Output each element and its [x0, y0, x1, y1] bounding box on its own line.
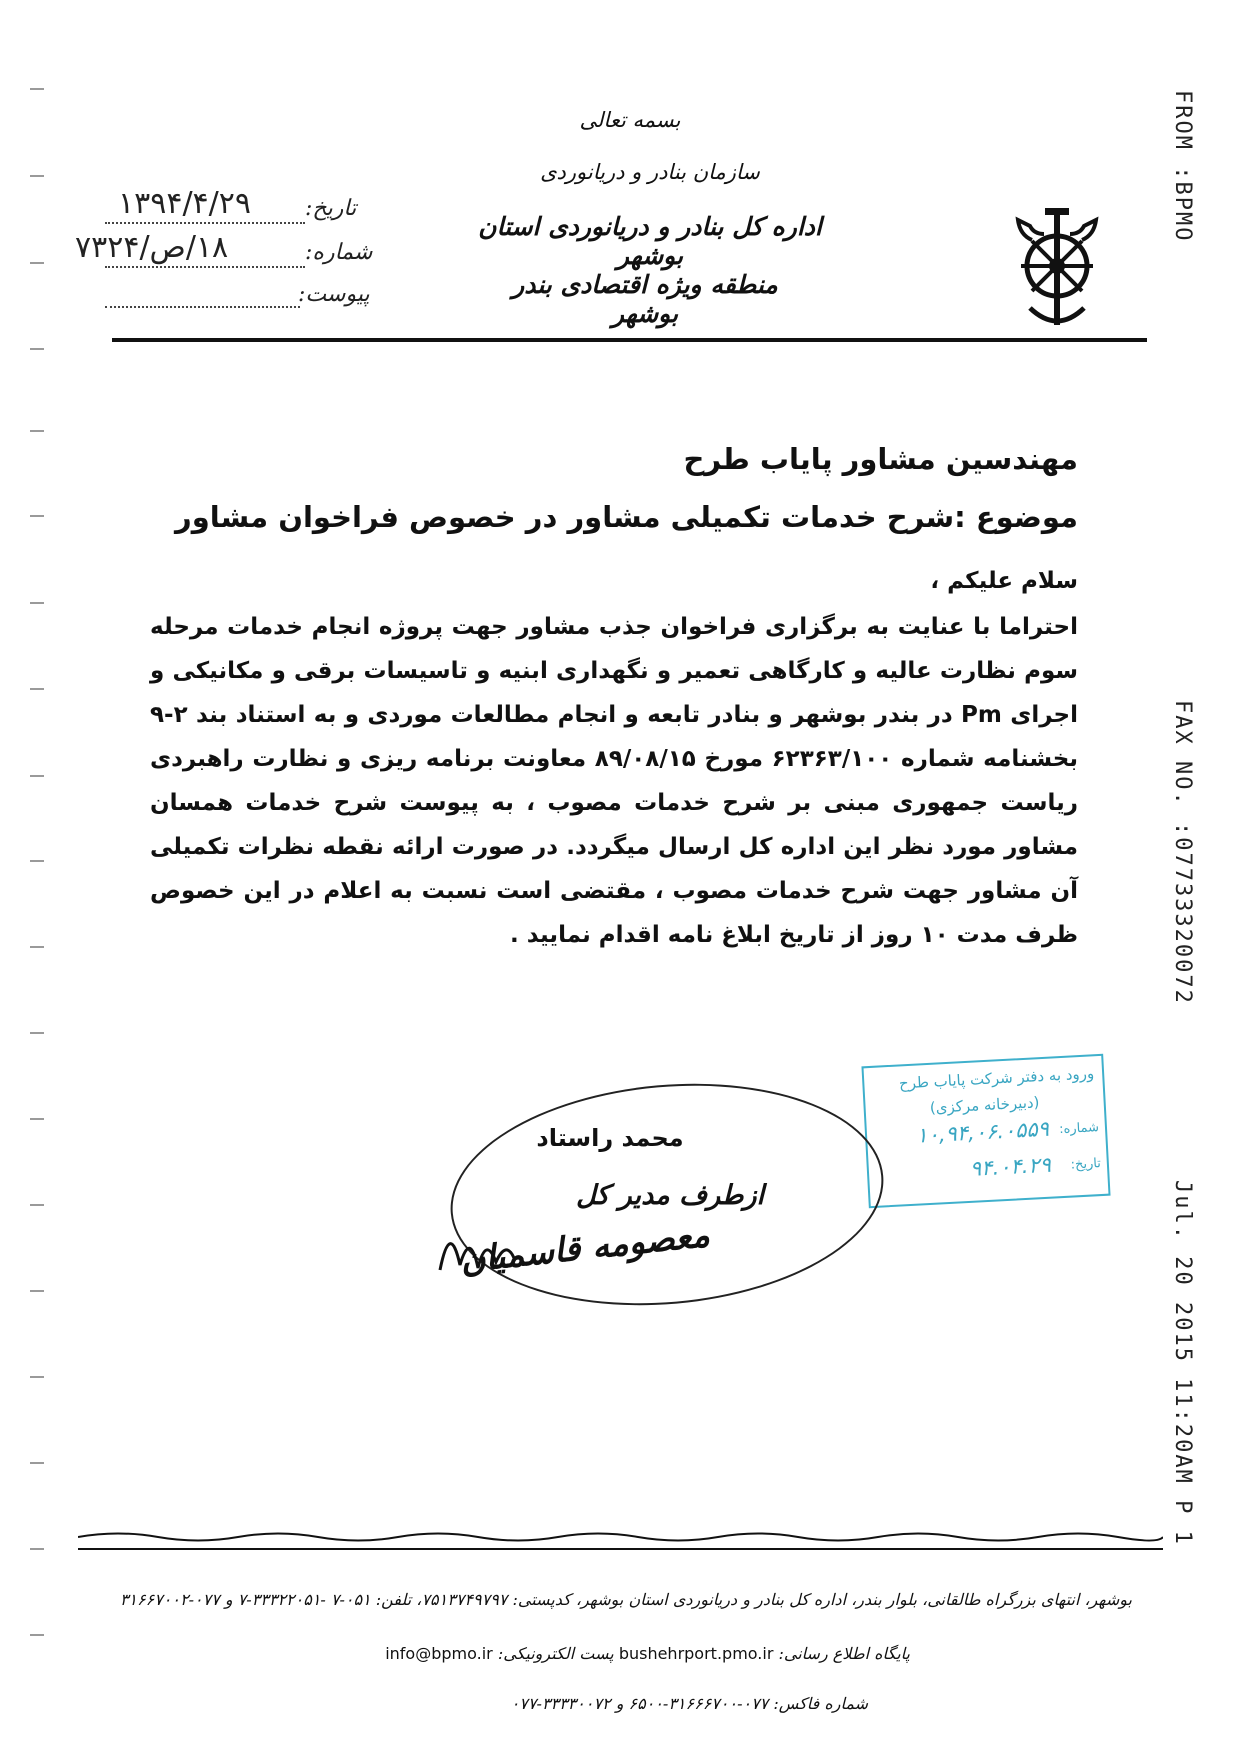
invocation: بسمه تعالی	[579, 108, 681, 132]
letter-body: احتراما با عنایت به برگزاری فراخوان جذب مشاور جهت پروژه انجام خدمات مرحله سوم نظارت عالیه و کارگاهی تعمیر و نگهداری ابنیه و تاسیسات برقی و مکانیکی و اجرای Pm در بندر بوشهر و بنادر تابعه و انجام مطالعات موردی و به استناد بند ۲-۹ بخشنامه شماره ۶۲۳۶۳/۱۰۰ مورخ ۸۹/۰۸/۱۵ معاونت برنامه ریزی و نظارت راهبردی ریاست جمهوری مبنی بر شرح خدمات مصوب ، به پیوست شرح خدمات همسان مشاور مورد نظر این اداره کل ارسال میگردد. در صورت ارائه نقطه نظرات تکمیلی آن مشاور جهت شرح خدمات مصوب ، مقتضی است نسبت به اعلام در این خصوص ظرف مدت ۱۰ روز از تاریخ ابلاغ نامه اقدام نمایید .	[150, 614, 1078, 948]
website-link[interactable]: bushehrport.pmo.ir	[618, 1644, 774, 1663]
footer-web-row	[385, 1644, 910, 1663]
number-label: شماره:	[305, 240, 373, 265]
date-value: ۱۳۹۴/۴/۲۹	[118, 186, 252, 221]
footer-address: بوشهر، انتهای بزرگراه طالقانی، بلوار بندر، اداره کل بنادر و دریانوردی استان بوشهر، کدپستی: ۷۵۱۳۷۴۹۷۹۷، تلفن: ۰۵۱-۷ -۳۳۳۲۲۰۵۱-۷ و ۰۷۷-۳۱۶۶۷۰۰۲	[119, 1590, 1132, 1609]
fax-edge-mark	[30, 262, 44, 264]
fax-edge-mark	[30, 1290, 44, 1292]
stamp-line-2: (دبیرخانه مرکزی)	[929, 1093, 1040, 1117]
fax-edge-mark	[30, 602, 44, 604]
email-label: پست الکترونیکی:	[497, 1644, 614, 1663]
footer-wave-rule	[78, 1530, 1163, 1544]
fax-edge-mark	[30, 1376, 44, 1378]
fax-edge-mark	[30, 1548, 44, 1550]
signature-scribble	[430, 1210, 520, 1290]
header-rule	[112, 338, 1147, 342]
org-line-2: اداره کل بنادر و دریانوردی استان بوشهر	[478, 212, 822, 270]
org-line-1: سازمان بنادر و دریانوردی	[540, 160, 760, 184]
handwritten-signature: معصومه قاسمیان	[458, 1215, 712, 1281]
fax-edge-mark	[30, 946, 44, 948]
website-label: پایگاه اطلاع رسانی:	[778, 1644, 910, 1663]
signatory-role: ازطرف مدیر کل	[575, 1180, 765, 1211]
fax-edge-mark	[30, 175, 44, 177]
stamp-line-1: ورود به دفتر شرکت پایاب طرح	[898, 1064, 1095, 1093]
attachment-dotted-line	[105, 306, 300, 308]
footer-fax: شماره فاکس: ۰۷۷-۳۱۶۶۶۷۰۰-۶۵۰۰ و ۳۳۳۳۰۰۷۲-۰۷۷	[510, 1694, 868, 1713]
footer-rule	[78, 1548, 1163, 1550]
fax-from: FROM :BPMO	[1170, 90, 1195, 243]
fax-edge-mark	[30, 1032, 44, 1034]
stamp-date-value: ۹۴.۰۴.۲۹	[969, 1152, 1052, 1181]
anchor-wheel-emblem-icon	[1012, 200, 1102, 332]
fax-edge-mark	[30, 688, 44, 690]
date-label: تاریخ:	[305, 196, 357, 221]
subject-line: موضوع :شرح خدمات تکمیلی مشاور در خصوص فراخوان مشاور	[175, 500, 1078, 534]
stamp-date-label: تاریخ:	[1070, 1156, 1102, 1173]
org-line-3: منطقه ویژه اقتصادی بندر بوشهر	[512, 270, 778, 328]
fax-edge-mark	[30, 1118, 44, 1120]
number-dotted-line	[105, 266, 305, 268]
fax-edge-mark	[30, 430, 44, 432]
fax-edge-mark	[30, 1634, 44, 1636]
fax-number: FAX NO. :07733320072	[1170, 700, 1195, 1005]
received-stamp	[861, 1054, 1110, 1208]
fax-edge-mark	[30, 860, 44, 862]
fax-datetime: Jul. 20 2015 11:20AM P 1	[1170, 1180, 1195, 1546]
fax-edge-mark	[30, 775, 44, 777]
greeting: سلام علیکم ،	[930, 568, 1078, 594]
stamp-number-value: ۱۰,۹۴,۰۶.۰۵۵۹	[915, 1116, 1050, 1148]
attachment-label: پیوست:	[298, 282, 370, 307]
addressee: مهندسین مشاور پایاب طرح	[683, 442, 1078, 476]
number-value: ۱۸/ص/۷۳۲۴	[75, 230, 229, 265]
fax-edge-mark	[30, 88, 44, 90]
fax-edge-mark	[30, 515, 44, 517]
email-link[interactable]: info@bpmo.ir	[385, 1644, 493, 1663]
fax-edge-mark	[30, 1462, 44, 1464]
date-dotted-line	[105, 222, 305, 224]
stamp-number-label: شماره:	[1058, 1120, 1100, 1138]
fax-edge-mark	[30, 348, 44, 350]
signatory-name: محمد راستاد	[536, 1124, 684, 1152]
fax-edge-mark	[30, 1204, 44, 1206]
